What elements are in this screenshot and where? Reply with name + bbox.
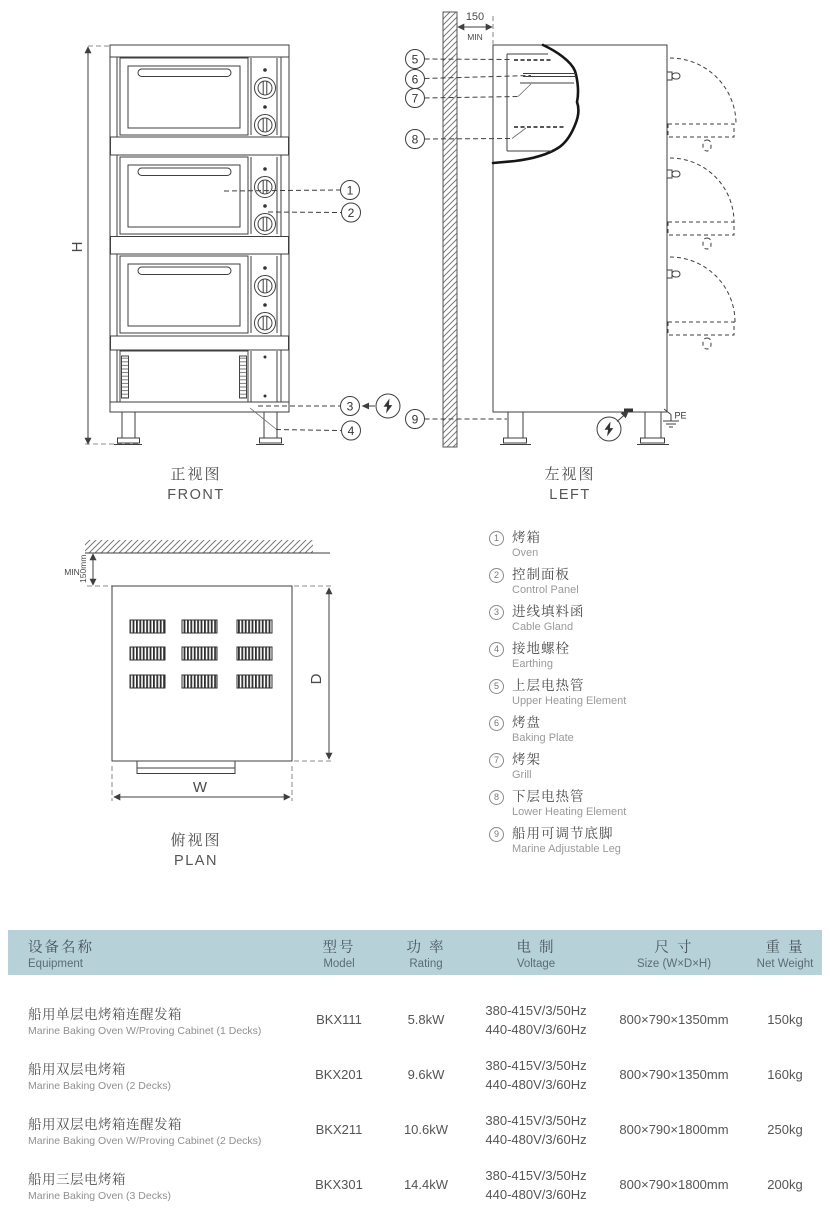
legend-item-number: 8 <box>489 790 504 805</box>
control-knob <box>255 115 276 136</box>
front-caption-zh: 正视图 <box>170 466 222 483</box>
svg-text:8: 8 <box>411 132 419 147</box>
front-caption-en: FRONT <box>167 487 225 503</box>
dim-150-label: 150 <box>465 11 485 23</box>
svg-text:6: 6 <box>411 72 419 87</box>
legend-item-zh: 烤架 <box>512 752 541 767</box>
cell-size: 800×790×1350mm <box>619 1067 729 1082</box>
legend-item-number: 2 <box>489 568 504 583</box>
lightning-icon <box>597 411 629 442</box>
cell-voltage: 380-415V/3/50Hz 440-480V/3/60Hz <box>485 1167 587 1202</box>
plan-view-drawing <box>64 540 334 869</box>
legend-item-en: Lower Heating Element <box>512 806 627 818</box>
svg-text:2: 2 <box>347 206 355 220</box>
cell-model: BKX211 <box>315 1122 363 1137</box>
callout-7 <box>406 89 425 108</box>
control-knob <box>255 78 276 99</box>
svg-text:3: 3 <box>346 399 354 414</box>
legend-item-en: Control Panel <box>512 584 579 596</box>
left-caption-en: LEFT <box>549 487 591 503</box>
dim-min-label: MIN <box>467 32 483 42</box>
lightning-icon <box>362 394 401 418</box>
legend-item <box>489 603 829 634</box>
table-header-equipment: 设备名称 Equipment <box>28 939 94 970</box>
legend-item-en: Marine Adjustable Leg <box>512 843 621 855</box>
parts-legend <box>489 529 829 862</box>
door-handle-side <box>667 270 680 278</box>
control-knob <box>255 214 276 235</box>
wall-hatch <box>85 540 313 553</box>
dim-min-label: MIN <box>64 567 80 577</box>
control-knob <box>255 177 276 198</box>
cell-equipment: 船用双层电烤箱连醒发箱 Marine Baking Oven W/Proving Cabinet (2 Decks) <box>28 1116 262 1147</box>
table-row <box>8 1047 822 1102</box>
cell-size: 800×790×1800mm <box>619 1122 729 1137</box>
legend-item <box>489 566 829 597</box>
dim-d-label: D <box>308 673 325 685</box>
cell-weight: 250kg <box>767 1122 803 1137</box>
cell-size: 800×790×1800mm <box>619 1177 729 1192</box>
legend-item-en: Grill <box>512 769 532 781</box>
svg-text:4: 4 <box>347 424 355 438</box>
callout-9 <box>406 410 425 429</box>
door-handle-plan <box>137 768 235 774</box>
dim-150mm-label: 150mm <box>78 554 88 583</box>
cell-model: BKX201 <box>315 1067 363 1082</box>
legend-item-en: Oven <box>512 547 539 559</box>
legend-item-zh: 上层电热管 <box>512 678 585 693</box>
legend-item <box>489 788 829 819</box>
table-row <box>8 1102 822 1157</box>
deck-divider <box>111 237 289 255</box>
door-handle-side <box>667 72 680 80</box>
left-caption-zh: 左视图 <box>544 466 596 483</box>
legend-item-number: 9 <box>489 827 504 842</box>
legend-item <box>489 529 829 560</box>
cell-voltage: 380-415V/3/50Hz 440-480V/3/60Hz <box>485 1112 587 1147</box>
svg-text:1: 1 <box>346 183 354 198</box>
legend-item <box>489 825 829 856</box>
callout-5 <box>406 50 425 69</box>
front-view-drawing <box>69 45 400 503</box>
door-swing-arc <box>668 58 736 151</box>
legend-item-number: 3 <box>489 605 504 620</box>
table-row <box>8 992 822 1047</box>
cell-rating: 9.6kW <box>407 1067 445 1082</box>
svg-text:5: 5 <box>411 52 419 67</box>
cell-equipment: 船用单层电烤箱连醒发箱 Marine Baking Oven W/Proving Cabinet (1 Decks) <box>28 1006 262 1037</box>
vent-louver <box>240 356 247 398</box>
vent-grilles <box>130 620 272 688</box>
legend-item-number: 7 <box>489 753 504 768</box>
legend-item-en: Upper Heating Element <box>512 695 627 707</box>
legend-item-number: 1 <box>489 531 504 546</box>
legend-item-en: Baking Plate <box>512 732 574 744</box>
callout-3 <box>341 397 360 416</box>
cell-size: 800×790×1350mm <box>619 1012 729 1027</box>
table-header-row <box>8 930 822 975</box>
cell-equipment: 船用双层电烤箱 Marine Baking Oven (2 Decks) <box>28 1061 171 1092</box>
cell-weight: 160kg <box>767 1067 803 1082</box>
left-view-drawing <box>406 11 737 503</box>
wall-clearance-dimension <box>458 11 493 44</box>
dim-w-label: W <box>192 779 208 796</box>
legend-item <box>489 640 829 671</box>
table-header-voltage: 电 制 Voltage <box>516 939 556 970</box>
cell-rating: 10.6kW <box>403 1122 449 1137</box>
deck-divider <box>111 137 289 155</box>
legend-item-zh: 烤盘 <box>512 715 541 730</box>
control-knob <box>255 313 276 334</box>
table-header-model: 型号 Model <box>322 939 356 970</box>
vent-louver <box>122 356 129 398</box>
legend-item <box>489 714 829 745</box>
svg-text:9: 9 <box>411 412 419 427</box>
cell-model: BKX301 <box>315 1177 363 1192</box>
front-legs <box>114 412 284 445</box>
legend-item-number: 5 <box>489 679 504 694</box>
cell-voltage: 380-415V/3/50Hz 440-480V/3/60Hz <box>485 1002 587 1037</box>
legend-item <box>489 751 829 782</box>
table-row <box>8 1157 822 1212</box>
legend-item-zh: 控制面板 <box>512 567 570 582</box>
door-handle-side <box>667 170 680 178</box>
callout-2 <box>342 203 361 222</box>
table-header-size: 尺 寸 Size (W×D×H) <box>636 939 712 970</box>
oven-body-plan <box>112 586 292 761</box>
legend-item-zh: 船用可调节底脚 <box>512 826 614 841</box>
cell-voltage: 380-415V/3/50Hz 440-480V/3/60Hz <box>485 1057 587 1092</box>
oven-body-side <box>493 45 667 412</box>
door-handle-plan <box>137 761 235 768</box>
legend-item-zh: 接地螺栓 <box>512 641 570 656</box>
legend-item-zh: 进线填料函 <box>512 604 585 619</box>
dim-h-label: H <box>69 241 86 253</box>
cell-model: BKX111 <box>316 1012 362 1027</box>
table-header-weight: 重 量 Net Weight <box>756 939 814 970</box>
svg-text:7: 7 <box>411 91 419 106</box>
wall-clearance-dimension <box>64 554 117 586</box>
d-dimension <box>294 586 334 761</box>
legend-item-number: 6 <box>489 716 504 731</box>
callout-4 <box>342 421 361 440</box>
deck-divider <box>111 336 289 350</box>
callout-1 <box>341 181 360 200</box>
legend-item <box>489 677 829 708</box>
table-header-rating: 功 率 Rating <box>406 939 446 970</box>
legend-item-en: Earthing <box>512 658 553 670</box>
plan-caption-en: PLAN <box>174 853 218 869</box>
cell-weight: 200kg <box>767 1177 803 1192</box>
legend-item-en: Cable Gland <box>512 621 574 633</box>
legend-item-number: 4 <box>489 642 504 657</box>
cell-weight: 150kg <box>767 1012 803 1027</box>
legend-item-zh: 下层电热管 <box>512 789 585 804</box>
callout-8 <box>406 130 425 149</box>
spec-table <box>8 930 822 1212</box>
plan-caption-zh: 俯视图 <box>170 832 222 849</box>
left-legs <box>500 412 669 445</box>
cell-equipment: 船用三层电烤箱 Marine Baking Oven (3 Decks) <box>28 1171 171 1202</box>
control-knob <box>255 276 276 297</box>
legend-item-zh: 烤箱 <box>512 530 541 545</box>
wall-hatch <box>443 12 457 447</box>
callout-6 <box>406 70 425 89</box>
cell-rating: 5.8kW <box>407 1012 445 1027</box>
pe-label: PE <box>674 410 687 421</box>
cell-rating: 14.4kW <box>403 1177 449 1192</box>
